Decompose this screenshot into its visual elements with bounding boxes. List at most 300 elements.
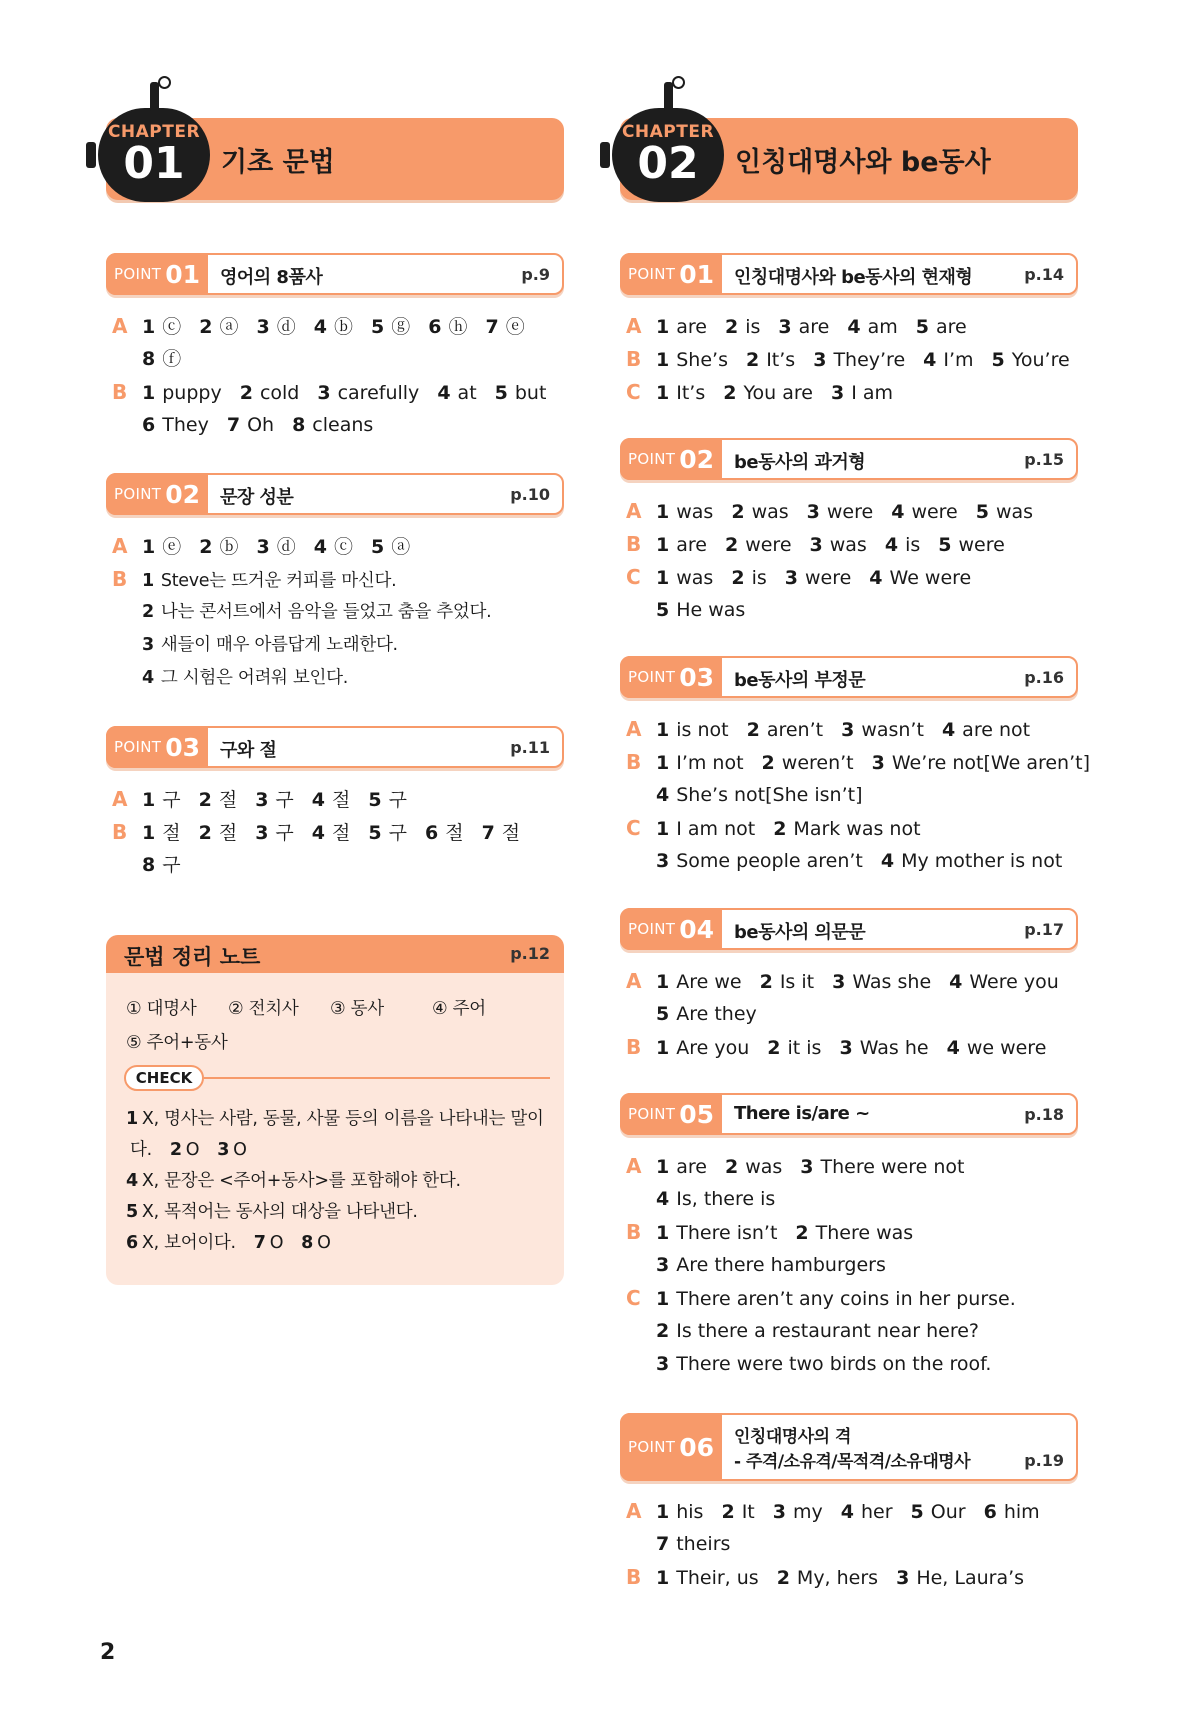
check-number: 6 [126,1233,138,1253]
point-header [620,438,1078,480]
answer-text: Oh [247,414,275,436]
answer-number: 4 [946,1037,960,1059]
answer-item [807,501,874,523]
answer-number: 4 [949,971,963,993]
answer-number: 3 [809,534,823,556]
section-letter: B [626,347,642,371]
answer-item [656,1254,886,1276]
point-title [734,1425,970,1475]
answer-text: wasn’t [861,719,924,741]
answer-text: Their, us [676,1567,759,1589]
point-title [734,448,865,474]
answer-text: we were [966,1037,1047,1059]
point-title-text: 문장 성분 [220,487,294,508]
answer-item [656,818,755,840]
point-word: POINT [628,1105,676,1123]
answer-item [723,382,813,404]
answer-number: 4 [923,349,937,371]
answer-number: 8 [142,348,156,370]
answer-item [656,316,707,338]
answer-number: 1 [656,534,670,556]
answer-number: 2 [795,1222,809,1244]
answer-number: 3 [806,501,820,523]
answer-number: 1 [656,818,670,840]
answer-number: 7 [481,822,495,844]
point-page: p.9 [521,265,550,284]
answer-line [626,1348,1086,1381]
point-number: 03 [165,732,200,762]
check-item [170,1140,199,1160]
answer-text: ⓑ [219,536,239,558]
check-text: X, 목적어는 동사의 대상을 나타낸다. [141,1202,418,1222]
answer-text: aren’t [766,719,824,741]
answer-number: 4 [891,501,905,523]
answer-number: 8 [292,414,306,436]
point-number: 03 [679,662,714,692]
answer-number: 2 [731,567,745,589]
answer-number: 6 [983,1501,997,1523]
answer-text: is not [676,719,729,741]
answer-text: There was [815,1222,914,1244]
answer-number: 2 [724,534,739,556]
check-line [126,1105,562,1130]
answer-number: 1 [142,316,156,338]
check-label: CHECK [124,1065,204,1091]
answer-line [626,779,1086,812]
answer-number: 2 [142,602,154,622]
section-letter: C [626,1286,641,1310]
check-number: 1 [126,1109,138,1129]
answer-number: 4 [847,316,861,338]
answer-text: ⓑ [333,316,353,338]
answer-block [112,310,572,442]
answer-item [656,1353,991,1375]
answer-item [656,1222,777,1244]
answer-number: 1 [142,789,156,811]
answer-text: We’re not[We aren’t] [891,752,1090,774]
check-number: 3 [217,1140,230,1160]
answer-line [626,746,1090,779]
answer-item [656,1188,775,1210]
point-title [220,483,293,509]
check-item [126,1171,461,1191]
section-letter: B [112,380,128,404]
answer-line [626,998,1086,1031]
answer-item [317,382,419,404]
check-number: 4 [126,1171,138,1191]
answer-item [896,1567,1024,1589]
answer-item [227,414,274,436]
point-tag [620,656,722,698]
point-header [620,1093,1078,1135]
answer-text: ⓓ [276,536,296,558]
answer-text: Steve는 뜨거운 커피를 마신다. [160,571,397,591]
answer-item [795,1222,913,1244]
point-page: p.10 [510,485,550,504]
answer-text: I’m not [676,752,744,774]
answer-block [626,1495,1086,1594]
point-title [734,1103,870,1124]
answer-text: her [861,1501,893,1523]
point-word: POINT [628,668,676,686]
answer-line [112,849,572,882]
answer-item [142,822,181,844]
answer-block [112,530,572,695]
point-tag [620,438,722,480]
section-letter: B [626,1035,642,1059]
answer-text: were [826,501,874,523]
answer-item [142,571,396,591]
answer-text: 나는 콘서트에서 음악을 들었고 춤을 추었다. [160,602,492,622]
answer-item [314,536,353,558]
answer-item [656,719,729,741]
answer-block [626,310,1086,409]
answer-item [725,316,760,338]
answer-number: 3 [830,382,845,404]
point-word: POINT [628,265,676,283]
answer-item [778,316,829,338]
check-line [126,1167,479,1192]
answer-number: 4 [311,789,326,811]
answer-number: 4 [313,316,327,338]
answer-text: Mark was not [793,818,921,840]
answer-line [626,376,1086,409]
point-title [220,736,276,762]
answer-number: 3 [256,316,270,338]
answer-item [984,1501,1040,1523]
answer-item [891,501,958,523]
answer-number: 2 [761,752,775,774]
answer-line [112,816,572,849]
answer-number: 3 [656,1353,670,1375]
check-item [217,1140,246,1160]
point-page: p.15 [1024,450,1064,469]
answer-text: It’s [676,382,706,404]
note-terms-line [126,1029,227,1054]
answer-item [847,316,897,338]
point-word: POINT [114,265,162,283]
answer-text: I am not [676,818,756,840]
point-tag [620,908,722,950]
answer-number: 7 [226,414,241,436]
point-header [106,473,564,515]
answer-number: 4 [437,382,451,404]
answer-item [428,316,467,338]
point-number: 04 [679,914,714,944]
answer-item [199,789,238,811]
point-header [106,726,564,768]
answer-text: Was she [852,971,932,993]
badge-ear-icon [86,142,96,168]
answer-text: 새들이 매우 아름답게 노래한다. [160,635,398,655]
answer-text: It [741,1501,755,1523]
answer-text: carefully [337,382,420,404]
answer-text: ⓐ [391,536,411,558]
answer-item [656,971,742,993]
check-number: 5 [126,1202,138,1222]
answer-item [762,752,854,774]
answer-item [495,382,547,404]
check-line [126,1229,349,1254]
point-page: p.14 [1024,265,1064,284]
answer-number: 1 [142,571,154,591]
answer-number: 1 [656,1037,670,1059]
point-page: p.11 [510,738,550,757]
answer-text: We were [889,567,972,589]
answer-item [938,534,1005,556]
check-text: O [233,1140,247,1160]
answer-line [626,1031,1086,1064]
point-header [620,908,1078,950]
answer-item [437,382,476,404]
answer-text: Are they [676,1003,757,1025]
point-title [734,263,972,289]
answer-text: My mother is not [901,850,1063,872]
answer-number: 5 [991,349,1005,371]
answer-number: 3 [800,1156,814,1178]
check-text: X, 보어이다. [141,1233,236,1253]
check-text: 다. [130,1140,152,1160]
answer-number: 5 [656,599,670,621]
answer-number: 3 [317,382,331,404]
answer-text: are not [962,719,1031,741]
answer-text: I am [851,382,894,404]
answer-block [112,783,572,882]
answer-text: ⓒ [333,536,353,558]
answer-text: ⓗ [448,316,468,338]
answer-item [314,316,353,338]
answer-text: cold [259,382,300,404]
answer-item [942,719,1030,741]
answer-number: 3 [784,567,798,589]
answer-item [656,850,863,872]
antenna-icon [664,82,673,112]
answer-text: was [751,501,789,523]
answer-item [773,818,920,840]
answer-text: is [751,567,767,589]
answer-item [831,382,893,404]
answer-text: 절 [445,822,464,844]
answer-line [112,530,572,563]
answer-text: There were not [820,1156,965,1178]
answer-text: 구 [388,822,407,844]
check-divider [204,1077,550,1079]
answer-number: 2 [199,536,213,558]
answer-item [656,349,728,371]
answer-number: 3 [256,536,270,558]
answer-block [626,1150,1086,1381]
chapter-label: CHAPTER [621,122,715,142]
point-title-text: 인칭대명사의 격 [734,1427,851,1447]
check-text: O [317,1233,331,1253]
point-title-text: 인칭대명사와 be동사의 현재형 [734,267,973,288]
point-header [620,253,1078,295]
answer-item [785,567,852,589]
answer-text: were [804,567,852,589]
answer-text: Were you [969,971,1059,993]
answer-text: theirs [676,1533,731,1555]
answer-text: You’re [1011,349,1070,371]
check-text: X, 문장은 <주어+동사>를 포함해야 한다. [141,1171,461,1191]
answer-text: She’s not[She isn’t] [676,784,863,806]
answer-item [312,822,351,844]
answer-text: Is it [779,971,815,993]
point-tag [106,253,208,295]
answer-number: 1 [656,1288,670,1310]
answer-line [626,1561,1086,1594]
answer-number: 5 [368,789,382,811]
point-tag [620,1413,722,1481]
check-item [126,1202,418,1222]
point-word: POINT [628,920,676,938]
answer-item [199,822,238,844]
answer-item [425,822,464,844]
answer-number: 4 [941,719,956,741]
answer-number: 4 [142,668,154,688]
answer-number: 3 [778,316,792,338]
answer-item [800,1156,964,1178]
answer-text: but [514,382,547,404]
point-subtitle: - 주격/소유격/목적격/소유대명사 [734,1452,971,1472]
answer-text: was [676,567,714,589]
answer-number: 5 [975,501,989,523]
answer-number: 2 [731,501,745,523]
answer-line [112,409,572,442]
answer-number: 2 [724,1156,739,1178]
answer-text: was [995,501,1034,523]
answer-number: 2 [239,382,253,404]
answer-number: 3 [839,1037,853,1059]
answer-number: 5 [910,1501,924,1523]
answer-item [142,536,181,558]
answer-item [746,349,795,371]
check-item [254,1233,283,1253]
check-text: X, 명사는 사람, 동물, 사물 등의 이름을 나타내는 말이 [141,1109,544,1129]
answer-item [371,536,410,558]
answer-number: 2 [198,789,212,811]
answer-text: ⓐ [219,316,239,338]
answer-item [872,752,1090,774]
point-word: POINT [114,485,162,503]
note-term: ③ 동사 [330,999,384,1019]
answer-text: ⓔ [505,316,525,338]
answer-block [626,495,1086,627]
answer-number: 5 [494,382,508,404]
antenna-ball-icon [672,76,685,89]
answer-number: 1 [142,822,156,844]
answer-text: He, Laura’s [916,1567,1025,1589]
answer-text: 절 [162,822,181,844]
answer-text: 그 시험은 어려워 보인다. [160,668,348,688]
answer-number: 6 [428,316,442,338]
section-letter: B [112,820,128,844]
point-page: p.16 [1024,668,1064,687]
answer-item [656,1037,749,1059]
answer-number: 5 [915,316,929,338]
answer-text: ⓒ [162,316,182,338]
note-terms-line [126,995,534,1020]
answer-item [881,850,1062,872]
answer-item [656,1288,1016,1310]
answer-number: 3 [772,1501,786,1523]
answer-item [255,822,294,844]
answer-text: He was [676,599,746,621]
section-letter: A [112,534,128,558]
point-tag [106,473,208,515]
point-number: 06 [679,1432,714,1462]
section-letter: C [626,816,641,840]
answer-text: ⓓ [276,316,296,338]
answer-item [257,536,296,558]
answer-text: My, hers [796,1567,879,1589]
answer-item [142,789,181,811]
answer-line [112,310,572,343]
answer-item [841,719,924,741]
answer-number: 4 [311,822,326,844]
answer-number: 8 [142,854,156,876]
answer-text: Are we [676,971,742,993]
point-number: 02 [679,444,714,474]
section-letter: B [626,1220,642,1244]
section-letter: A [112,787,128,811]
point-header [106,253,564,295]
answer-item [142,382,222,404]
answer-item [142,348,181,370]
answer-text: ⓖ [391,316,411,338]
answer-item [142,668,348,688]
answer-item [725,1156,782,1178]
answer-text: are [676,534,707,556]
answer-line [626,1528,1086,1561]
note-term: ② 전치사 [228,999,299,1019]
answer-text: Our [930,1501,966,1523]
answer-number: 4 [313,536,327,558]
answer-number: 2 [759,971,773,993]
answer-item [869,567,971,589]
answer-text: There were two birds on the roof. [676,1353,992,1375]
answer-line [626,495,1086,528]
page-number: 2 [100,1640,116,1665]
answer-text: Was he [859,1037,929,1059]
answer-text: it is [787,1037,822,1059]
answer-text: 구 [275,822,294,844]
answer-text: were [745,534,792,556]
answer-item [841,1501,893,1523]
answer-line [626,343,1086,376]
answer-text: my [793,1501,823,1523]
check-item [126,1140,152,1160]
section-letter: B [626,750,642,774]
answer-text: ⓕ [162,348,182,370]
answer-text: 구 [275,789,294,811]
answer-text: are [935,316,967,338]
answer-number: 2 [724,316,739,338]
answer-text: Some people aren’t [676,850,863,872]
answer-number: 1 [656,501,670,523]
answer-number: 4 [656,784,670,806]
answer-text: 구 [388,789,407,811]
chapter-number: 02 [637,138,699,189]
chapter-number: 01 [123,138,185,189]
answer-text: ⓔ [162,536,182,558]
check-text: O [269,1233,284,1253]
answer-text: weren’t [781,752,854,774]
section-letter: C [626,565,641,589]
answer-text: was [676,501,714,523]
answer-item [949,971,1059,993]
chapter-title: 기초 문법 [221,147,335,178]
grammar-note-box [106,935,564,1285]
